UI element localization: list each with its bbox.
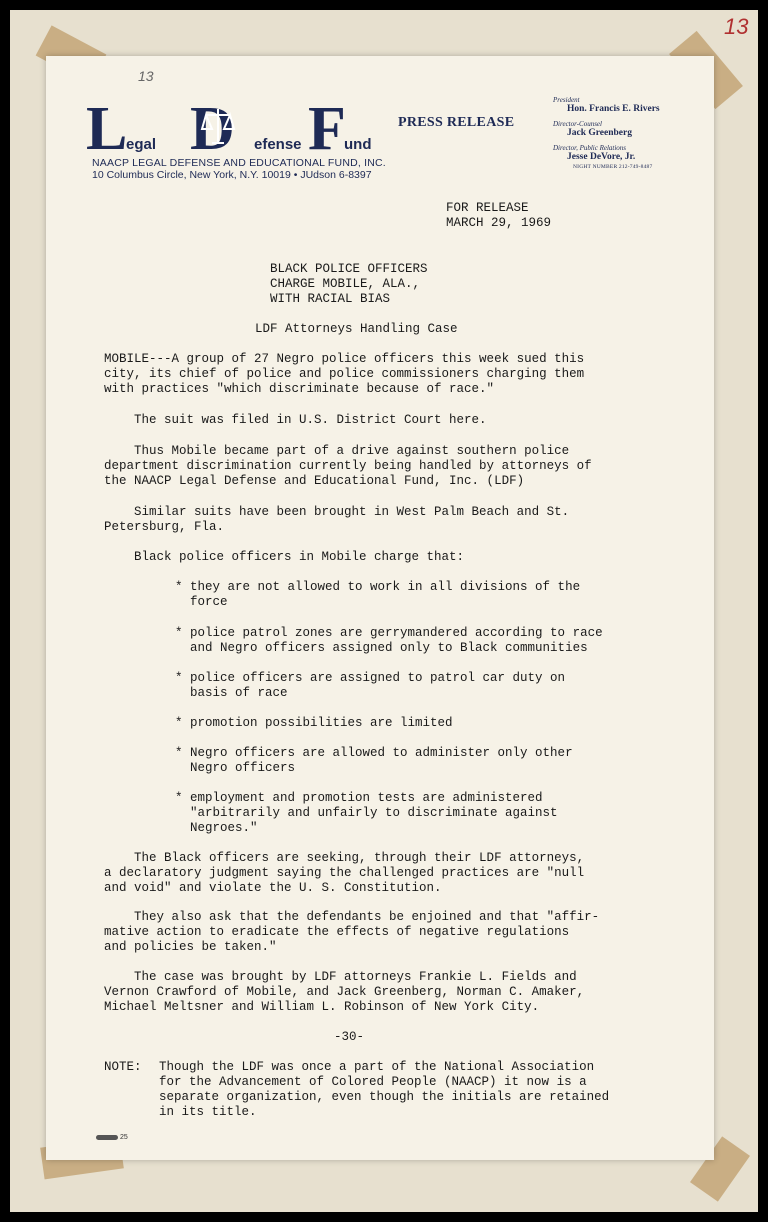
officer-name: Jesse DeVore, Jr.	[567, 152, 636, 162]
bullet-line: Negroes."	[175, 821, 258, 835]
body-line: and void" and violate the U. S. Constitution.	[104, 881, 442, 895]
body-line: Black police officers in Mobile charge that:	[104, 550, 465, 564]
bullet-line: * employment and promotion tests are administered	[175, 791, 543, 805]
bullet-line: * promotion possibilities are limited	[175, 716, 453, 730]
body-line: MOBILE---A group of 27 Negro police officers this week sued this	[104, 352, 585, 366]
officer-role: President	[553, 96, 580, 104]
body-line: with practices "which discriminate because of race."	[104, 382, 495, 396]
bullet-line: force	[175, 595, 228, 609]
officer-name: Jack Greenberg	[567, 128, 632, 138]
organization-address: 10 Columbus Circle, New York, N.Y. 10019 • JUdson 6-8397	[92, 169, 372, 181]
logo-letter-l: L	[86, 97, 128, 157]
body-line: Vernon Crawford of Mobile, and Jack Greenberg, Norman C. Amaker,	[104, 985, 585, 999]
body-line: Thus Mobile became part of a drive against southern police	[104, 444, 570, 458]
corner-page-number: 13	[724, 14, 749, 39]
body-line: They also ask that the defendants be enjoined and that "affir-	[104, 910, 600, 924]
note-line: Though the LDF was once a part of the National Association	[159, 1060, 595, 1074]
subheadline: LDF Attorneys Handling Case	[255, 322, 458, 336]
body-line: Michael Meltsner and William L. Robinson of New York City.	[104, 1000, 540, 1014]
body-line: mative action to eradicate the effects of negative regulations	[104, 925, 570, 939]
bullet-line: basis of race	[175, 686, 288, 700]
organization-name: NAACP LEGAL DEFENSE AND EDUCATIONAL FUND, INC.	[92, 157, 386, 169]
stamp-number: 25	[120, 1134, 128, 1141]
body-line: and policies be taken."	[104, 940, 277, 954]
union-bug-icon	[96, 1135, 118, 1140]
body-line: a declaratory judgment saying the challenged practices are "null	[104, 866, 585, 880]
officer-role: Director-Counsel	[553, 120, 602, 128]
release-line: FOR RELEASE	[446, 201, 529, 215]
logo-letter-f: F	[308, 97, 346, 157]
note-line: in its title.	[159, 1105, 257, 1119]
body-line: the NAACP Legal Defense and Educational Fund, Inc. (LDF)	[104, 474, 525, 488]
bullet-line: * police patrol zones are gerrymandered according to race	[175, 626, 603, 640]
logo-und: und	[344, 136, 372, 153]
release-date: MARCH 29, 1969	[446, 216, 552, 230]
officers-block	[553, 96, 703, 171]
end-mark: -30-	[334, 1030, 365, 1044]
bullet-line: and Negro officers assigned only to Black communities	[175, 641, 588, 655]
body-line: Petersburg, Fla.	[104, 520, 225, 534]
night-number: NIGHT NUMBER 212-749-8487	[573, 164, 653, 170]
bullet-line: Negro officers	[175, 761, 296, 775]
union-stamp	[96, 1134, 128, 1141]
body-line: The suit was filed in U.S. District Court here.	[104, 413, 487, 427]
bullet-line: "arbitrarily and unfairly to discriminate against	[175, 806, 558, 820]
body-line: Similar suits have been brought in West Palm Beach and St.	[104, 505, 570, 519]
body-line: department discrimination currently being handled by attorneys of	[104, 459, 592, 473]
note-line: separate organization, even though the initials are retained	[159, 1090, 610, 1104]
body-line: city, its chief of police and police commissioners charging them	[104, 367, 585, 381]
logo-efense: efense	[254, 136, 302, 153]
headline-line: WITH RACIAL BIAS	[270, 292, 391, 306]
headline-line: BLACK POLICE OFFICERS	[270, 262, 428, 276]
bullet-line: * they are not allowed to work in all divisions of the	[175, 580, 581, 594]
ldf-logo	[86, 97, 376, 157]
body-line: The case was brought by LDF attorneys Frankie L. Fields and	[104, 970, 577, 984]
pencil-page-number: 13	[138, 68, 154, 84]
logo-letter-d: D	[190, 97, 235, 157]
bullet-line: * police officers are assigned to patrol car duty on	[175, 671, 566, 685]
logo-egal: egal	[126, 136, 157, 153]
officer-name: Hon. Francis E. Rivers	[567, 104, 660, 114]
bullet-line: * Negro officers are allowed to administer only other	[175, 746, 573, 760]
body-line: The Black officers are seeking, through their LDF attorneys,	[104, 851, 585, 865]
officer-role: Director, Public Relations	[553, 144, 627, 152]
note-line: for the Advancement of Colored People (NAACP) it now is a	[159, 1075, 587, 1089]
note-label: NOTE:	[104, 1060, 142, 1074]
press-release-title: PRESS RELEASE	[398, 115, 515, 130]
headline-line: CHARGE MOBILE, ALA.,	[270, 277, 421, 291]
